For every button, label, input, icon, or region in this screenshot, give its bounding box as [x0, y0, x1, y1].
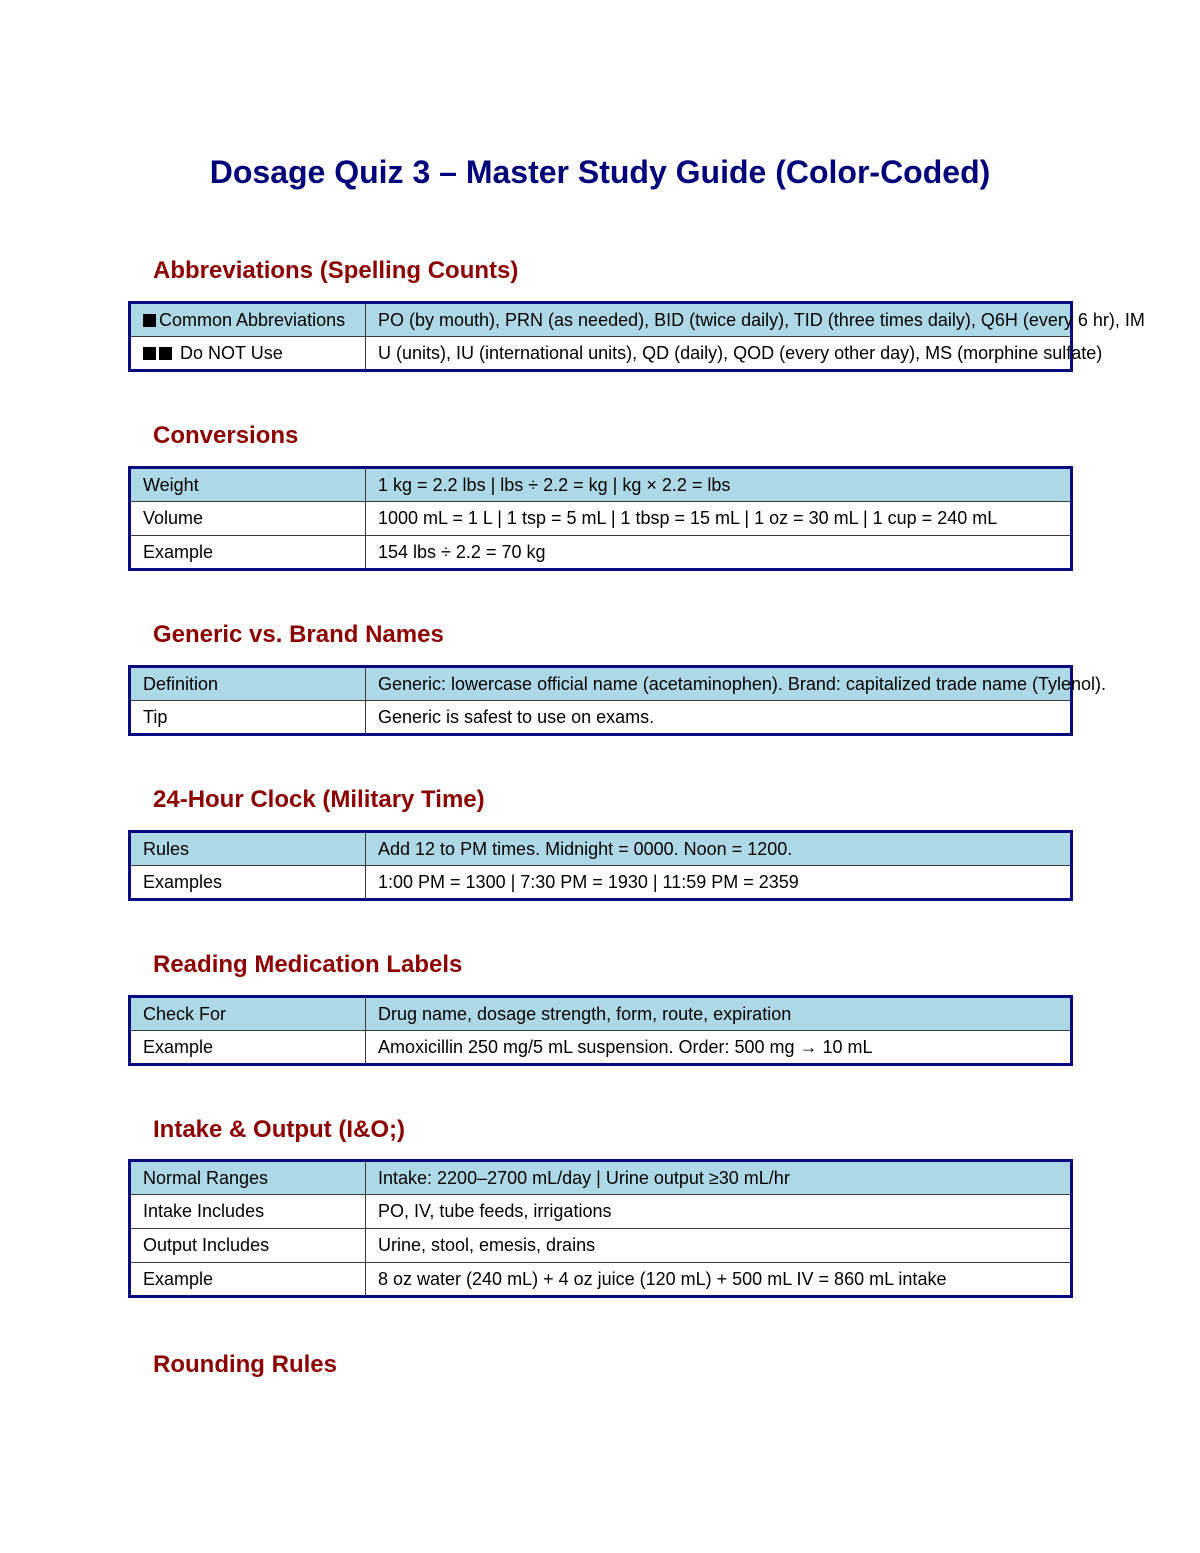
row-label: Tip [130, 701, 366, 735]
row-value: PO, IV, tube feeds, irrigations [366, 1195, 1072, 1229]
row-value: Intake: 2200–2700 mL/day | Urine output ≥30 mL/hr [366, 1161, 1072, 1195]
table-row [130, 1195, 1072, 1229]
row-label: Example [130, 536, 366, 570]
row-value: Generic is safest to use on exams. [366, 701, 1072, 735]
row-label-cell [130, 337, 366, 371]
row-label: Normal Ranges [130, 1161, 366, 1195]
row-value: Urine, stool, emesis, drains [366, 1229, 1072, 1263]
row-value: Generic: lowercase official name (acetaminophen). Brand: capitalized trade name (Tylenol). [366, 667, 1072, 701]
abbreviations-table [128, 301, 1145, 372]
row-label: Example [130, 1031, 366, 1065]
labels-table [128, 995, 1073, 1066]
table-row [130, 997, 1072, 1031]
row-value: 8 oz water (240 mL) + 4 oz juice (120 mL) + 500 mL IV = 860 mL intake [366, 1263, 1072, 1297]
table-row [130, 1161, 1072, 1195]
square-bullet-icon [159, 347, 172, 360]
section-heading-rounding: Rounding Rules [153, 1351, 337, 1378]
intake-output-table [128, 1159, 1073, 1298]
table-row [130, 1031, 1072, 1065]
table-row [130, 468, 1072, 502]
row-label: Example [130, 1263, 366, 1297]
square-bullet-icon [143, 314, 156, 327]
section-heading-intake-output: Intake & Output (I&O;) [153, 1116, 405, 1143]
row-value: Amoxicillin 250 mg/5 mL suspension. Order: 500 mg → 10 mL [366, 1031, 1072, 1065]
row-value: PO (by mouth), PRN (as needed), BID (twice daily), TID (three times daily), Q6H (every 6 hr), IM [366, 303, 1072, 337]
clock-table [128, 830, 1073, 901]
table-row [130, 337, 1072, 371]
conversions-table [128, 466, 1073, 571]
section-heading-clock: 24-Hour Clock (Military Time) [153, 786, 485, 813]
row-value: Drug name, dosage strength, form, route, expiration [366, 997, 1072, 1031]
row-value: 154 lbs ÷ 2.2 = 70 kg [366, 536, 1072, 570]
table-row [130, 303, 1072, 337]
row-label: Weight [130, 468, 366, 502]
row-label: Definition [130, 667, 366, 701]
table-row [130, 701, 1072, 735]
section-heading-labels: Reading Medication Labels [153, 951, 463, 978]
row-label: Intake Includes [130, 1195, 366, 1229]
row-value: 1000 mL = 1 L | 1 tsp = 5 mL | 1 tbsp = 15 mL | 1 oz = 30 mL | 1 cup = 240 mL [366, 502, 1072, 536]
row-label: Output Includes [130, 1229, 366, 1263]
page-title: Dosage Quiz 3 – Master Study Guide (Color-Coded) [209, 154, 991, 190]
row-label: Check For [130, 997, 366, 1031]
row-label: Examples [130, 866, 366, 900]
section-heading-generic-brand: Generic vs. Brand Names [153, 621, 444, 648]
table-row [130, 502, 1072, 536]
row-label-cell [130, 303, 366, 337]
table-row [130, 536, 1072, 570]
row-value: Add 12 to PM times. Midnight = 0000. Noon = 1200. [366, 832, 1072, 866]
generic-brand-table [128, 665, 1107, 736]
row-label: Common Abbreviations [159, 309, 346, 330]
row-label: Do NOT Use [180, 342, 283, 363]
table-row [130, 667, 1072, 701]
row-label: Volume [130, 502, 366, 536]
row-value: 1 kg = 2.2 lbs | lbs ÷ 2.2 = kg | kg × 2.2 = lbs [366, 468, 1072, 502]
square-bullet-icon [143, 347, 156, 360]
section-heading-abbreviations: Abbreviations (Spelling Counts) [153, 257, 519, 284]
table-row [130, 866, 1072, 900]
row-label: Rules [130, 832, 366, 866]
row-value: 1:00 PM = 1300 | 7:30 PM = 1930 | 11:59 PM = 2359 [366, 866, 1072, 900]
table-row [130, 832, 1072, 866]
table-row [130, 1229, 1072, 1263]
section-heading-conversions: Conversions [153, 422, 299, 449]
table-row [130, 1263, 1072, 1297]
row-value: U (units), IU (international units), QD (daily), QOD (every other day), MS (morphine sulfate) [366, 337, 1072, 371]
